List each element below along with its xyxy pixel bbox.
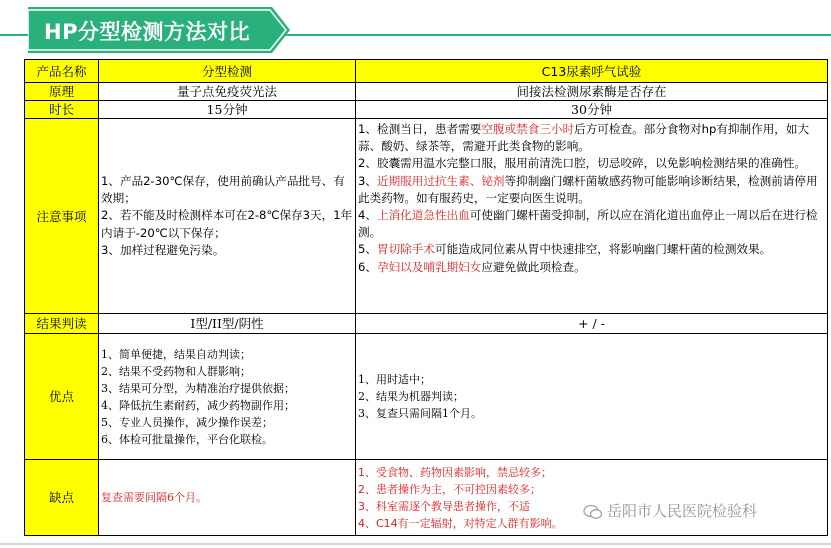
watermark-text: 岳阳市人民医院检验科 xyxy=(607,502,758,520)
cons-c13-item: 2、患者操作为主，不可控因素较多； xyxy=(358,482,541,496)
pros-typing-item: 1、简单便捷，结果自动判读； xyxy=(101,347,251,361)
comparison-table xyxy=(24,59,828,536)
notes-c13 xyxy=(356,119,828,314)
principle-label: 原理 xyxy=(25,83,99,101)
pros-typing-item: 2、结果不受药物和人群影响； xyxy=(101,364,251,378)
duration-label: 时长 xyxy=(25,101,99,119)
header-row xyxy=(25,60,828,83)
note-text: 4、 xyxy=(358,208,377,223)
duration-typing: 15分钟 xyxy=(99,101,356,119)
pros-c13 xyxy=(356,334,828,460)
pros-c13-item: 2、结果为机器判读； xyxy=(358,390,464,403)
notes-c13-item-2: 2、胶囊需用温水完整口服，服用前清洗口腔，切忌咬碎，以免影响检测结果的准确性。 xyxy=(358,156,806,171)
note-highlight: 近期服用过抗生素、铋剂 xyxy=(376,173,505,188)
notes-typing-item: 1、产品2-30℃保存，使用前确认产品批号、有效期； xyxy=(101,173,345,206)
header-c13-test: C13尿素呼气试验 xyxy=(356,60,828,83)
cons-row xyxy=(25,460,828,536)
pros-typing xyxy=(99,334,356,460)
header-product-name: 产品名称 xyxy=(25,60,99,83)
pros-row xyxy=(25,334,828,460)
pros-c13-item: 3、复查只需间隔1个月。 xyxy=(358,407,482,420)
pros-label: 优点 xyxy=(25,334,99,460)
notes-c13-item-4 xyxy=(358,207,825,241)
note-text: 6、 xyxy=(358,259,377,274)
duration-c13: 30分钟 xyxy=(356,101,828,119)
notes-c13-item-1 xyxy=(358,121,825,155)
note-text: 后方可检查。部分食物对hp有抑制作用，如大蒜、酸奶、绿茶等，需避开此类食物的影响。 xyxy=(358,122,810,154)
note-highlight: 上消化道急性出血 xyxy=(376,208,470,223)
note-highlight: 胃切除手术 xyxy=(376,242,435,257)
title-banner xyxy=(28,7,290,53)
cons-c13-item: 1、受食物、药物因素影响，禁忌较多； xyxy=(358,465,552,479)
principle-c13: 间接法检测尿素酶是否存在 xyxy=(356,83,828,101)
result-label: 结果判读 xyxy=(25,314,99,334)
notes-c13-item-6 xyxy=(358,259,825,276)
pros-c13-item: 1、用时适中； xyxy=(358,373,431,386)
notes-c13-item-3 xyxy=(358,173,825,207)
notes-typing xyxy=(99,119,356,314)
pros-typing-item: 6、体检可批量操作，平台化联检。 xyxy=(101,432,273,446)
pros-typing-item: 4、降低抗生素耐药，减少药物副作用； xyxy=(101,398,295,412)
note-text: 5、 xyxy=(358,242,377,257)
note-text: 应避免做此项检查。 xyxy=(481,259,586,274)
cons-c13-item: 4、C14有一定辐射，对特定人群有影响。 xyxy=(358,516,563,530)
cons-typing: 复查需要间隔6个月。 xyxy=(99,460,356,536)
cons-c13 xyxy=(356,460,828,536)
result-c13: + / - xyxy=(356,314,828,334)
pros-typing-item: 5、专业人员操作，减少操作误差； xyxy=(101,415,273,429)
principle-typing: 量子点免疫荧光法 xyxy=(99,83,356,101)
pros-typing-item: 3、结果可分型，为精准治疗提供依据； xyxy=(101,381,295,395)
note-text: 等抑制幽门螺杆菌敏感药物可能影响诊断结果，检测前请停用此类药物。如有服药史，一定要向医生说明。 xyxy=(358,173,818,205)
page-title: HP分型检测方法对比 xyxy=(44,20,250,44)
note-text: 1、检测当日，患者需要 xyxy=(358,122,482,136)
principle-row xyxy=(25,83,828,101)
watermark xyxy=(583,500,757,521)
wechat-icon xyxy=(583,504,603,520)
note-highlight: 空腹或禁食三小时 xyxy=(481,122,575,136)
duration-row xyxy=(25,101,828,119)
notes-typing-item: 2、若不能及时检测样本可在2-8℃保存3天，1年内请于-20℃以下保存； xyxy=(101,208,353,240)
result-row xyxy=(25,314,828,334)
notes-typing-item: 3、加样过程避免污染。 xyxy=(101,242,225,257)
cons-c13-item: 3、科室需逐个教导患者操作，不适 xyxy=(358,499,530,513)
notes-row xyxy=(25,119,828,314)
notes-c13-item-5 xyxy=(358,241,825,258)
note-text: 可使幽门螺杆菌受抑制，所以应在消化道出血停止一周以后在进行检测。 xyxy=(358,208,818,240)
note-highlight: 孕妇以及哺乳期妇女 xyxy=(376,259,482,274)
note-text: 3、 xyxy=(358,173,377,188)
cons-label: 缺点 xyxy=(25,460,99,536)
result-typing: I型/II型/阴性 xyxy=(99,314,356,334)
bottom-divider xyxy=(0,543,831,545)
notes-label: 注意事项 xyxy=(25,119,99,314)
note-text: 可能造成同位素从胃中快速排空，将影响幽门螺杆菌的检测效果。 xyxy=(434,242,772,257)
header-typing-test: 分型检测 xyxy=(99,60,356,83)
